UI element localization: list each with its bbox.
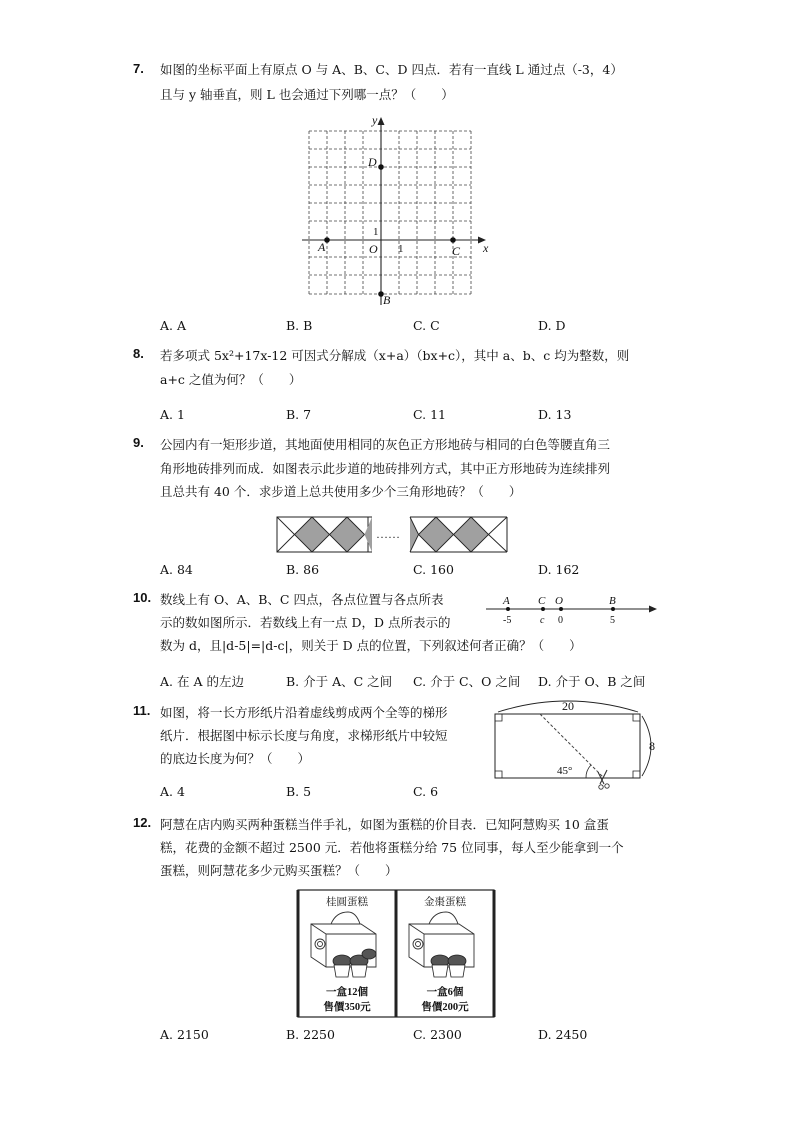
x-axis-label: x [483, 241, 489, 255]
question-text: 糕，花费的金额不超过 2500 元．若他将蛋糕分给 75 位同事，每人至少能拿到一个 [160, 840, 624, 855]
question-text: a+c 之值为何？（ ） [160, 372, 302, 387]
question-text: 如图，将一长方形纸片沿着虚线剪成两个全等的梯形 [160, 705, 448, 720]
question-text: 纸片．根据图中标示长度与角度，求梯形纸片中较短 [160, 728, 448, 743]
cake-name-label: 金棗蛋糕 [424, 897, 466, 908]
question-number: 7. [133, 61, 144, 76]
option-b[interactable]: B. 2250 [286, 1027, 335, 1042]
option-c[interactable]: C. C [413, 318, 440, 333]
question-text: 如图的坐标平面上有原点 O 与 A、B、C、D 四点．若有一直线 L 通过点（-3，4） [160, 62, 623, 77]
option-d[interactable]: D. 介于 O、B 之间 [538, 674, 646, 689]
option-a[interactable]: A. 2150 [160, 1027, 209, 1042]
option-b[interactable]: B. 7 [286, 407, 312, 422]
question-text: 蛋糕，则阿慧花多少元购买蛋糕？（ ） [160, 863, 398, 878]
tile-walkway-figure [276, 516, 516, 554]
option-d[interactable]: D. 13 [538, 407, 572, 422]
question-text: 示的数如图所示．若数线上有一点 D，D 点所表示的 [160, 615, 451, 630]
question-text: 阿慧在店内购买两种蛋糕当伴手礼，如图为蛋糕的价目表．已知阿慧购买 10 盒蛋 [160, 817, 609, 832]
point-a-label: A [503, 595, 510, 607]
point-b-label: B [609, 595, 616, 607]
option-a[interactable]: A. 4 [160, 784, 185, 799]
box-count-label: 一盒12個 [326, 987, 368, 998]
question-text: 若多项式 5x²+17x-12 可因式分解成（x+a）（bx+c），其中 a、b、c 均为整数，则 [160, 348, 630, 363]
point-o-label: O [555, 595, 563, 607]
option-a[interactable]: A. 1 [160, 407, 185, 422]
option-a[interactable]: A. 在 A 的左边 [160, 674, 244, 689]
coordinate-plane-figure [300, 112, 495, 312]
question-text: 角形地砖排列而成．如图表示此步道的地砖排列方式，其中正方形地砖为连续排列 [160, 461, 611, 476]
option-d[interactable]: D. D [538, 318, 566, 333]
price-label: 售價350元 [323, 1002, 371, 1013]
option-c[interactable]: C. 11 [413, 407, 446, 422]
length-8-label: 8 [649, 739, 655, 753]
question-number: 9. [133, 435, 144, 450]
question-number: 8. [133, 346, 144, 361]
point-c-label: C [452, 244, 461, 258]
option-b[interactable]: B. B [286, 318, 313, 333]
origin-label: O [369, 242, 378, 256]
option-c[interactable]: C. 6 [413, 784, 439, 799]
number-line-figure [484, 592, 659, 628]
question-text: 数线上有 O、A、B、C 四点，各点位置与各点所表 [160, 592, 444, 607]
option-a[interactable]: A. 84 [160, 562, 193, 577]
value-5: 5 [610, 615, 615, 626]
question-text: 公园内有一矩形步道，其地面使用相同的灰色正方形地砖与相同的白色等腰直角三 [160, 437, 611, 452]
y-axis-label: y [372, 113, 378, 127]
angle-45-label: 45° [557, 765, 573, 777]
option-d[interactable]: D. 162 [538, 562, 580, 577]
option-b[interactable]: B. 介于 A、C 之间 [286, 674, 393, 689]
length-20-label: 20 [562, 699, 574, 713]
value-0: 0 [558, 615, 563, 626]
question-number: 12. [133, 815, 152, 830]
option-c[interactable]: C. 介于 C、O 之间 [413, 674, 521, 689]
value-neg5: -5 [503, 615, 512, 626]
option-b[interactable]: B. 86 [286, 562, 320, 577]
point-c-label: C [538, 595, 546, 607]
point-a-label: A [318, 240, 326, 254]
question-text: 数为 d，且|d-5|=|d-c|，则关于 D 点的位置，下列叙述何者正确？（ ） [160, 638, 582, 653]
question-text: 且总共有 40 个．求步道上总共使用多少个三角形地砖？（ ） [160, 484, 522, 499]
y-unit-label: 1 [373, 226, 379, 238]
point-b-label: B [383, 293, 391, 307]
ellipsis-dots: …… [376, 527, 400, 541]
question-text: 且与 y 轴垂直，则 L 也会通过下列哪一点？（ ） [160, 87, 454, 102]
cake-price-figure [296, 889, 496, 1019]
price-label: 售價200元 [421, 1002, 469, 1013]
x-unit-label: 1 [398, 243, 404, 255]
question-number: 11. [133, 703, 151, 718]
question-text: 的底边长度为何？（ ） [160, 751, 311, 766]
value-c: c [540, 615, 545, 626]
option-a[interactable]: A. A [160, 318, 187, 333]
question-number: 10. [133, 590, 152, 605]
option-c[interactable]: C. 2300 [413, 1027, 462, 1042]
point-d-label: D [368, 155, 377, 169]
option-d[interactable]: D. 2450 [538, 1027, 588, 1042]
box-count-label: 一盒6個 [426, 987, 464, 998]
option-b[interactable]: B. 5 [286, 784, 312, 799]
rectangle-cut-figure [490, 696, 660, 796]
cake-name-label: 桂圓蛋糕 [326, 897, 368, 908]
option-c[interactable]: C. 160 [413, 562, 454, 577]
